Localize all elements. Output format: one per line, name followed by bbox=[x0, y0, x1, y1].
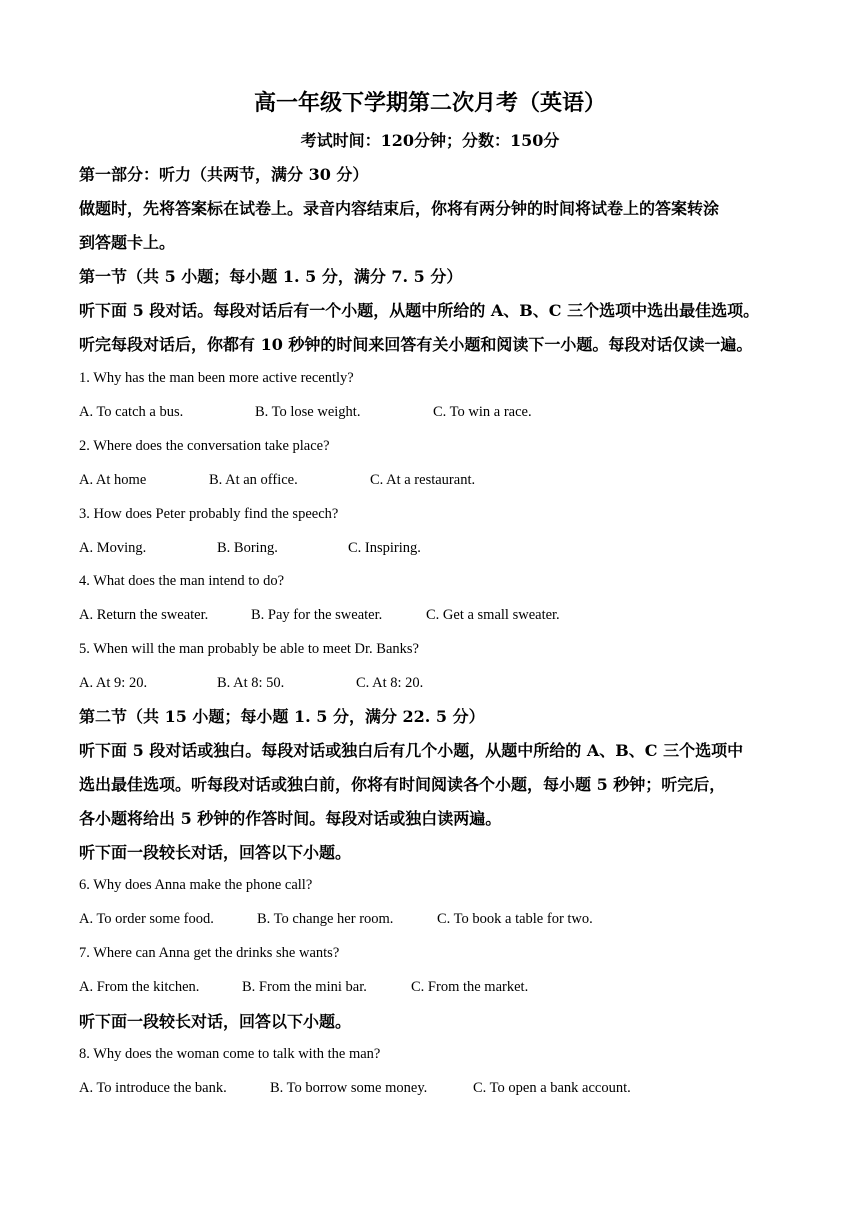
section1-heading: 第一节（共 5 小题；每小题 1. 5 分，满分 7. 5 分） bbox=[79, 267, 463, 286]
question-options bbox=[79, 604, 799, 626]
group-prompt: 听下面一段较长对话，回答以下小题。 bbox=[79, 1012, 352, 1031]
exam-title: 高一年级下学期第二次月考（英语） bbox=[253, 90, 606, 116]
option-b: B. To lose weight. bbox=[255, 404, 361, 420]
option-b: B. Pay for the sweater. bbox=[251, 607, 383, 623]
question-text: 6. Why does Anna make the phone call? bbox=[79, 877, 313, 893]
option-c: C. Inspiring. bbox=[348, 540, 421, 556]
exam-subtitle: 考试时间：120分钟；分数：150分 bbox=[300, 131, 560, 150]
part1-instruction-line: 做题时，先将答案标在试卷上。录音内容结束后，你将有两分钟的时间将试卷上的答案转涂 bbox=[79, 199, 720, 218]
question-text: 3. How does Peter probably find the speech? bbox=[79, 506, 339, 522]
question-options bbox=[79, 537, 799, 559]
question-options bbox=[79, 672, 799, 694]
option-b: B. To change her room. bbox=[257, 911, 394, 927]
section1-instruction-line: 听完每段对话后，你都有 10 秒钟的时间来回答有关小题和阅读下一小题。每段对话仅读一遍。 bbox=[79, 335, 753, 354]
option-c: C. Get a small sweater. bbox=[426, 607, 560, 623]
part1-instruction-line: 到答题卡上。 bbox=[79, 233, 176, 252]
section2-instruction-line: 选出最佳选项。听每段对话或独白前，你将有时间阅读各个小题，每小题 5 秒钟；听完后， bbox=[79, 775, 726, 794]
question-text: 4. What does the man intend to do? bbox=[79, 573, 285, 589]
question-text: 8. Why does the woman come to talk with the man? bbox=[79, 1046, 381, 1062]
option-c: C. At 8: 20. bbox=[356, 675, 424, 691]
section2-instruction-line: 听下面 5 段对话或独白。每段对话或独白后有几个小题，从题中所给的 A、B、C 三个选项中 bbox=[79, 741, 744, 760]
question-options bbox=[79, 976, 799, 998]
option-c: C. To win a race. bbox=[433, 404, 532, 420]
option-a: A. At 9: 20. bbox=[79, 675, 148, 691]
section2-heading: 第二节（共 15 小题；每小题 1. 5 分，满分 22. 5 分） bbox=[79, 707, 485, 726]
option-c: C. At a restaurant. bbox=[370, 472, 476, 488]
option-a: A. To order some food. bbox=[79, 911, 214, 927]
question-options bbox=[79, 908, 799, 930]
section1-instruction-line: 听下面 5 段对话。每段对话后有一个小题，从题中所给的 A、B、C 三个选项中选出最佳选项。 bbox=[79, 301, 760, 320]
option-a: A. At home bbox=[79, 472, 147, 488]
section2-instruction-line: 各小题将给出 5 秒钟的作答时间。每段对话或独白读两遍。 bbox=[79, 809, 502, 828]
question-text: 5. When will the man probably be able to meet Dr. Banks? bbox=[79, 641, 419, 657]
option-c: C. From the market. bbox=[411, 979, 529, 995]
option-a: A. Moving. bbox=[79, 540, 147, 556]
part1-heading: 第一部分：听力（共两节，满分 30 分） bbox=[79, 165, 369, 184]
option-b: B. At an office. bbox=[209, 472, 298, 488]
option-c: C. To book a table for two. bbox=[437, 911, 593, 927]
question-text: 7. Where can Anna get the drinks she wants? bbox=[79, 945, 340, 961]
option-b: B. To borrow some money. bbox=[270, 1080, 428, 1096]
option-a: A. From the kitchen. bbox=[79, 979, 200, 995]
option-b: B. At 8: 50. bbox=[217, 675, 285, 691]
option-b: B. From the mini bar. bbox=[242, 979, 367, 995]
option-c: C. To open a bank account. bbox=[473, 1080, 631, 1096]
option-b: B. Boring. bbox=[217, 540, 278, 556]
question-text: 1. Why has the man been more active recently? bbox=[79, 370, 354, 386]
option-a: A. Return the sweater. bbox=[79, 607, 209, 623]
question-options bbox=[79, 469, 799, 491]
question-options bbox=[79, 1077, 799, 1099]
option-a: A. To catch a bus. bbox=[79, 404, 184, 420]
option-a: A. To introduce the bank. bbox=[79, 1080, 227, 1096]
question-text: 2. Where does the conversation take place? bbox=[79, 438, 330, 454]
group-prompt: 听下面一段较长对话，回答以下小题。 bbox=[79, 843, 352, 862]
question-options bbox=[79, 401, 799, 423]
